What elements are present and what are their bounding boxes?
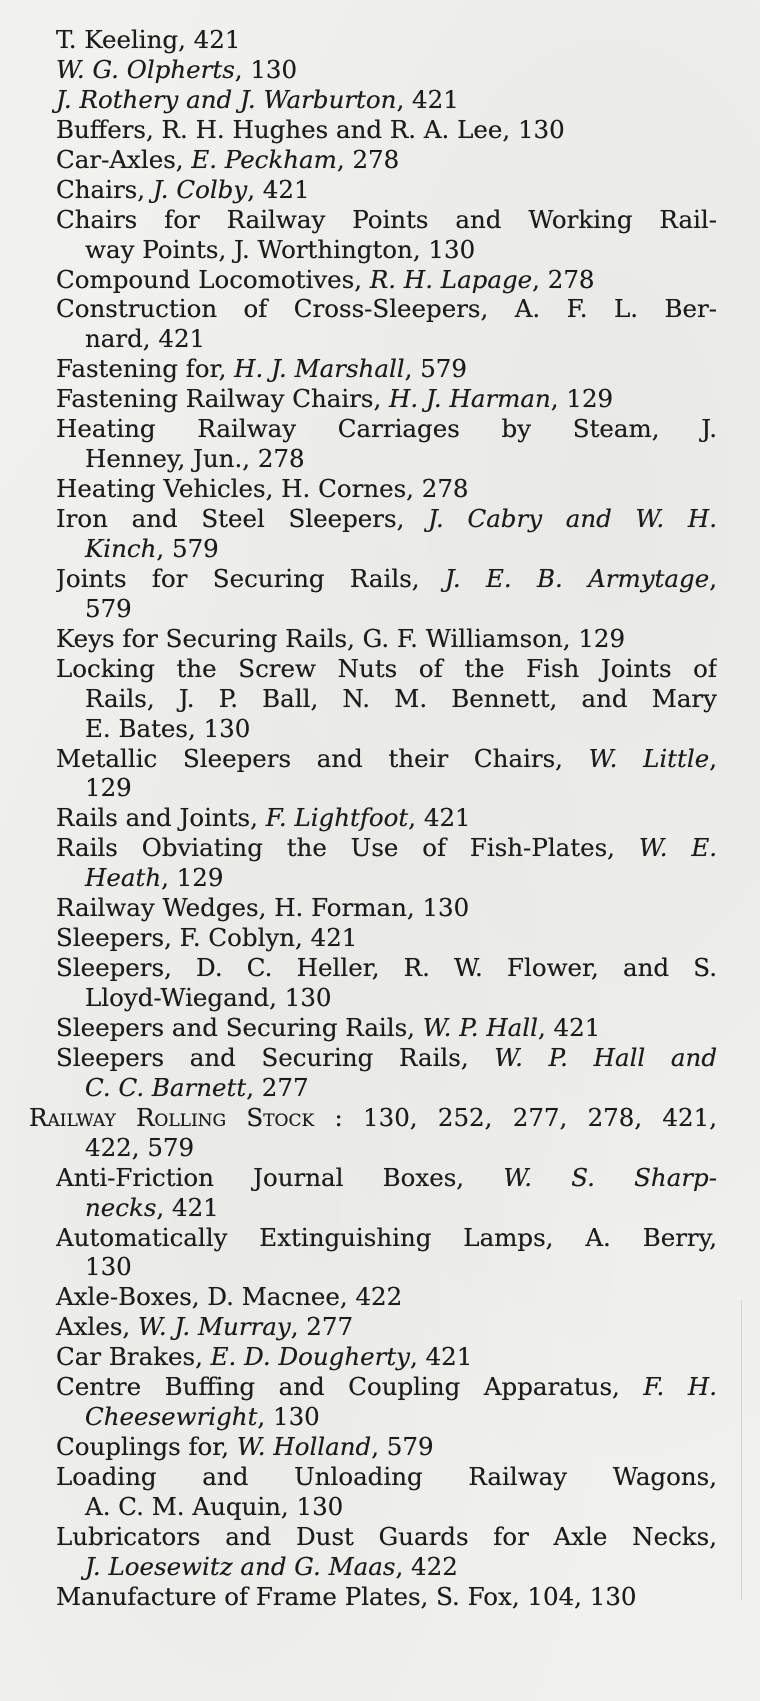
entry-text: Rails, J. P. Ball, N. M. Bennett, and Mary <box>85 683 717 713</box>
entry-text: Car-Axles, <box>56 144 192 174</box>
index-entry-line <box>56 744 717 774</box>
index-continuation-line <box>85 863 717 893</box>
patentee-name: Cheesewright <box>85 1402 258 1432</box>
index-continuation-line <box>85 1252 717 1282</box>
entry-text: Sleepers, F. Coblyn, 421 <box>56 923 358 953</box>
patentee-name: W. G. Olpherts <box>56 54 235 84</box>
entry-text: , 421 <box>410 1342 473 1372</box>
entry-text: Manufacture of Frame Plates, S. Fox, 104, 130 <box>56 1581 637 1611</box>
index-continuation-line <box>85 714 717 744</box>
entry-text: , 421 <box>537 1012 601 1042</box>
patentee-name: J. Loesewitz and G. Maas <box>85 1551 396 1581</box>
entry-text: , 421 <box>408 803 471 833</box>
entry-text: A. C. M. Auquin, 130 <box>85 1491 344 1521</box>
index-entry-line <box>56 504 717 534</box>
entry-text: Chairs, <box>56 174 153 204</box>
index-entry-line <box>56 175 717 205</box>
entry-text: way Points, J. Worthington, 130 <box>85 234 476 264</box>
entry-text: Henney, Jun., 278 <box>85 444 305 474</box>
index-continuation-line <box>85 594 717 624</box>
index-entry-line <box>56 85 717 115</box>
patentee-name: W. Holland <box>236 1432 372 1462</box>
index-continuation-line <box>85 324 717 354</box>
entry-text: Construction of Cross-Sleepers, A. F. L. Ber- <box>56 294 717 324</box>
index-entry-line <box>56 654 717 684</box>
entry-text: , 129 <box>550 384 614 414</box>
index-entry-line <box>56 1522 717 1552</box>
entry-text: Buffers, R. H. Hughes and R. A. Lee, 130 <box>56 114 565 144</box>
patentee-name: W. P. Hall and <box>494 1042 717 1072</box>
entry-text: Sleepers, D. C. Heller, R. W. Flower, and S. <box>56 953 717 983</box>
patentee-name: H. J. Marshall <box>234 354 405 384</box>
entry-text: Locking the Screw Nuts of the Fish Joints of <box>56 653 717 683</box>
entry-text: Metallic Sleepers and their Chairs, <box>56 743 589 773</box>
entry-text: Fastening Railway Chairs, <box>56 384 390 414</box>
section-heading: Railway Rolling Stock <box>29 1102 315 1132</box>
entry-text: Axle-Boxes, D. Macnee, 422 <box>56 1282 403 1312</box>
index-continuation-line <box>85 684 717 714</box>
entry-text: , 579 <box>404 354 467 384</box>
entry-text: , <box>709 563 717 593</box>
entry-text: Chairs for Railway Points and Working Rail- <box>56 204 717 234</box>
index-entry-line <box>56 384 717 414</box>
entry-text: Iron and Steel Sleepers, <box>56 504 429 533</box>
entry-text: Rails and Joints, <box>56 803 266 833</box>
entry-text: E. Bates, 130 <box>85 713 251 743</box>
entry-text: 579 <box>85 593 132 623</box>
index-entry-line <box>56 803 717 833</box>
entry-text: Keys for Securing Rails, G. F. Williamson, 129 <box>56 623 626 653</box>
entry-text: , 130 <box>257 1402 320 1432</box>
patentee-name: F. H. <box>643 1372 717 1402</box>
index-continuation-line <box>85 1552 717 1582</box>
entry-text: Centre Buffing and Coupling Apparatus, <box>56 1372 644 1402</box>
patentee-name: Heath <box>85 863 162 893</box>
entry-text: Sleepers and Securing Rails, <box>56 1042 495 1072</box>
index-continuation-line <box>85 1073 717 1103</box>
entry-text: Loading and Unloading Railway Wagons, <box>56 1462 717 1491</box>
index-entry-line <box>56 893 717 923</box>
entry-text: T. Keeling, 421 <box>56 25 241 54</box>
entry-text: Rails Obviating the Use of Fish-Plates, <box>56 833 639 863</box>
index-entry-line <box>56 1223 717 1253</box>
entry-text: , 421 <box>156 1192 219 1222</box>
entry-text: , 278 <box>532 264 595 294</box>
entry-text: , <box>709 743 717 773</box>
entry-text: 129 <box>85 773 132 803</box>
patentee-name: E. Peckham <box>191 144 337 174</box>
patentee-name: J. Rothery and J. Warburton <box>56 84 397 114</box>
index-entry-line <box>56 1582 717 1612</box>
index-entry-line <box>56 833 717 863</box>
index-continuation-line <box>85 235 717 265</box>
index-entry-line <box>56 1043 717 1073</box>
entry-text: Axles, <box>56 1312 138 1342</box>
patentee-name: H. J. Harman <box>389 384 551 414</box>
index-continuation-line <box>85 983 717 1013</box>
entry-text: , 579 <box>371 1432 434 1462</box>
index-entry-line <box>56 624 717 654</box>
entry-text: Couplings for, <box>56 1432 237 1462</box>
entry-text: , 277 <box>246 1072 309 1102</box>
patentee-name: necks <box>85 1192 157 1222</box>
patentee-name: J. Colby <box>152 174 248 204</box>
entry-text: Sleepers and Securing Rails, <box>56 1012 423 1042</box>
index-continuation-line <box>85 773 717 803</box>
index-entry-line <box>56 145 717 175</box>
index-entry-line <box>56 414 717 444</box>
index-entry-line <box>56 953 717 983</box>
index-continuation-line <box>85 1193 717 1223</box>
index-continuation-line <box>85 444 717 474</box>
entry-text: Car Brakes, <box>56 1342 211 1372</box>
patentee-name: W. Little <box>588 743 710 773</box>
entry-text: Fastening for, <box>56 354 235 384</box>
entry-text: , 421 <box>396 84 459 114</box>
index-entry-line <box>56 1462 717 1492</box>
entry-text: Compound Locomotives, <box>56 264 370 294</box>
index-entry-line <box>56 205 717 235</box>
patentee-name: J. E. B. Armytage <box>444 563 710 593</box>
index-continuation-line <box>85 534 717 564</box>
index-continuation-line <box>85 1492 717 1522</box>
entry-text: , 579 <box>156 533 219 563</box>
page-edge <box>741 1300 742 1600</box>
entry-text: , 422 <box>395 1551 458 1581</box>
entry-text: Automatically Extinguishing Lamps, A. Berry, <box>56 1222 717 1252</box>
index-heading-line <box>29 1103 717 1133</box>
index-entry-line <box>56 55 717 85</box>
index-entry-line <box>56 1312 717 1342</box>
index-continuation-line <box>85 1402 717 1432</box>
entry-text: : 130, 252, 277, 278, 421, <box>314 1102 717 1132</box>
patentee-name: J. Cabry and W. H. <box>428 504 717 533</box>
index-entry-line <box>56 923 717 953</box>
entry-text: , 129 <box>161 863 224 893</box>
patentee-name: W. E. <box>638 833 717 863</box>
patentee-name: E. D. Dougherty <box>210 1342 411 1372</box>
index-page <box>0 25 760 1612</box>
entry-text: Lloyd-Wiegand, 130 <box>85 983 332 1012</box>
index-continuation-line <box>85 1133 717 1163</box>
entry-text: Lubricators and Dust Guards for Axle Necks, <box>56 1521 717 1551</box>
index-entry-line <box>56 265 717 295</box>
entry-text: 130 <box>85 1252 132 1282</box>
entry-text: , 130 <box>234 54 298 84</box>
index-entry-line <box>56 1163 717 1193</box>
index-entry-line <box>56 1282 717 1312</box>
entry-text: nard, 421 <box>85 324 206 354</box>
entry-text: Joints for Securing Rails, <box>56 563 445 593</box>
entry-text: Anti-Friction Journal Boxes, <box>56 1162 504 1192</box>
patentee-name: F. Lightfoot <box>265 803 409 833</box>
patentee-name: C. C. Barnett <box>85 1072 247 1102</box>
patentee-name: W. J. Murray <box>138 1312 291 1342</box>
patentee-name: W. P. Hall <box>422 1012 538 1042</box>
entry-text: , 278 <box>336 144 400 174</box>
patentee-name: W. S. Sharp- <box>503 1162 717 1192</box>
entry-text: Railway Wedges, H. Forman, 130 <box>56 893 470 923</box>
index-entry-line <box>56 1342 717 1372</box>
entry-text: , 421 <box>247 174 310 204</box>
patentee-name: Kinch <box>85 533 157 563</box>
index-entry-line <box>56 1432 717 1462</box>
index-entry-line <box>56 294 717 324</box>
patentee-name: R. H. Lapage <box>369 264 533 294</box>
entry-text: Heating Vehicles, H. Cornes, 278 <box>56 474 469 504</box>
index-entry-line <box>56 474 717 504</box>
index-entry-line <box>56 354 717 384</box>
index-entry-line <box>56 1372 717 1402</box>
index-entry-line <box>56 1013 717 1043</box>
entry-text: , 277 <box>290 1312 354 1342</box>
entry-text: 422, 579 <box>85 1132 195 1162</box>
index-entry-line <box>56 25 717 55</box>
entry-text: Heating Railway Carriages by Steam, J. <box>56 414 717 444</box>
index-entry-line <box>56 115 717 145</box>
index-entry-line <box>56 564 717 594</box>
